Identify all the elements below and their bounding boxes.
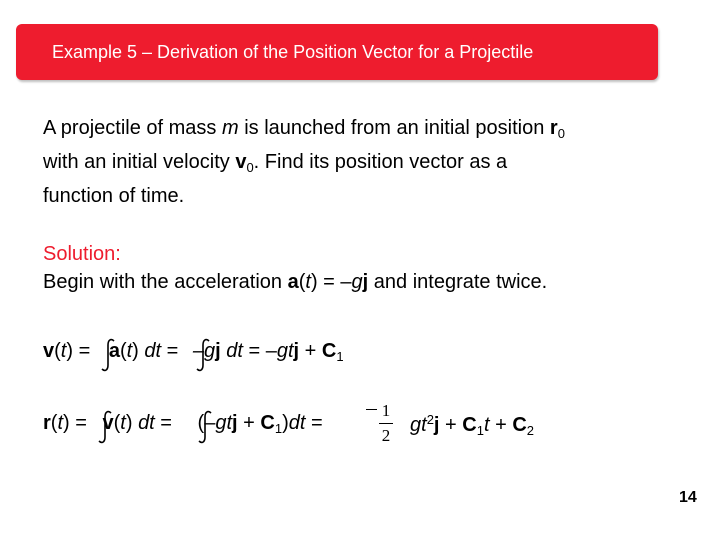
fraction-bar — [379, 423, 393, 424]
solution-block — [43, 240, 547, 296]
slide-title: Example 5 – Derivation of the Position Vector for a Projectile — [52, 42, 534, 62]
paren: ) — [125, 412, 139, 434]
title-banner — [16, 24, 658, 80]
constant-symbol: C — [260, 412, 275, 434]
plus: + — [237, 412, 261, 434]
velocity-vector-symbol: v — [235, 151, 247, 173]
time-symbol: t — [57, 412, 64, 434]
unit-vector-j: j — [215, 340, 221, 362]
time-symbol: t — [305, 271, 311, 293]
differential: dt — [144, 340, 162, 362]
problem-text: is launched from an initial position — [238, 117, 550, 139]
paren: ( — [50, 412, 58, 434]
constant-symbol: C — [321, 340, 337, 362]
minus-sign — [366, 409, 377, 410]
paren: ( — [113, 412, 121, 434]
position-equation-result — [410, 412, 534, 438]
equals: = — [161, 340, 184, 362]
problem-text: with an initial velocity — [43, 151, 236, 173]
mass-symbol: m — [221, 117, 239, 139]
subscript: 2 — [526, 423, 535, 438]
problem-text: A projectile of mass — [43, 117, 222, 139]
equals: = — [305, 412, 323, 434]
velocity-symbol: v — [43, 340, 55, 362]
solution-text: and integrate twice. — [368, 271, 548, 293]
paren: ( — [119, 340, 127, 362]
velocity-symbol: v — [102, 412, 114, 434]
position-vector-symbol: r — [549, 117, 558, 139]
subscript: 0 — [557, 126, 565, 141]
exponent: 2 — [426, 412, 434, 427]
integral-sign-icon — [101, 338, 117, 372]
position-symbol: r — [43, 412, 51, 434]
problem-text: function of time. — [43, 185, 185, 207]
acceleration-symbol: a — [108, 340, 120, 362]
fraction-denominator: 2 — [381, 426, 391, 445]
differential: dt — [220, 340, 243, 362]
equals: ) = — [63, 412, 93, 434]
gt-term: gt — [215, 412, 233, 434]
paren: ) — [282, 412, 289, 434]
gravity-term: –g — [192, 340, 216, 362]
plus: + — [439, 414, 463, 436]
integral-sign-icon — [98, 410, 114, 444]
fraction-numerator: 1 — [381, 401, 391, 420]
time-symbol: t — [483, 414, 490, 436]
paren: ( — [54, 340, 61, 362]
gravity-symbol: g — [351, 271, 363, 293]
problem-text: . Find its position vector as a — [253, 151, 508, 173]
subscript: 1 — [336, 349, 344, 364]
gt-term: gt — [410, 414, 427, 436]
time-symbol: t — [120, 412, 126, 434]
equals: = — [154, 412, 178, 434]
constant-symbol: C — [512, 414, 527, 436]
gt-term: gt — [276, 340, 294, 362]
unit-vector-j: j — [433, 414, 440, 436]
subscript: 1 — [274, 421, 283, 436]
paren: ( — [298, 271, 306, 293]
unit-vector-j: j — [232, 412, 238, 434]
equals: = – — [242, 340, 277, 362]
unit-vector-j: j — [293, 340, 300, 362]
integral-sign-icon — [196, 338, 212, 372]
paren: (– — [197, 412, 216, 434]
paren: ) — [132, 340, 145, 362]
equals: ) = — [66, 340, 96, 362]
time-symbol: t — [60, 340, 67, 362]
problem-statement — [43, 114, 565, 210]
solution-text: ) = – — [310, 271, 352, 293]
plus: + — [299, 340, 322, 362]
constant-symbol: C — [462, 414, 477, 436]
time-symbol: t — [126, 340, 133, 362]
plus: + — [489, 414, 513, 436]
position-equation — [43, 412, 323, 436]
velocity-equation — [43, 340, 344, 364]
integral-sign-icon — [198, 410, 214, 444]
page-number: 14 — [679, 489, 697, 506]
differential: dt — [288, 412, 306, 434]
acceleration-symbol: a — [287, 271, 299, 293]
subscript: 1 — [476, 423, 484, 438]
solution-text: Begin with the acceleration — [43, 271, 288, 293]
solution-label: Solution: — [43, 243, 121, 265]
unit-vector-j: j — [362, 271, 369, 293]
differential: dt — [138, 412, 155, 434]
subscript: 0 — [246, 160, 254, 175]
